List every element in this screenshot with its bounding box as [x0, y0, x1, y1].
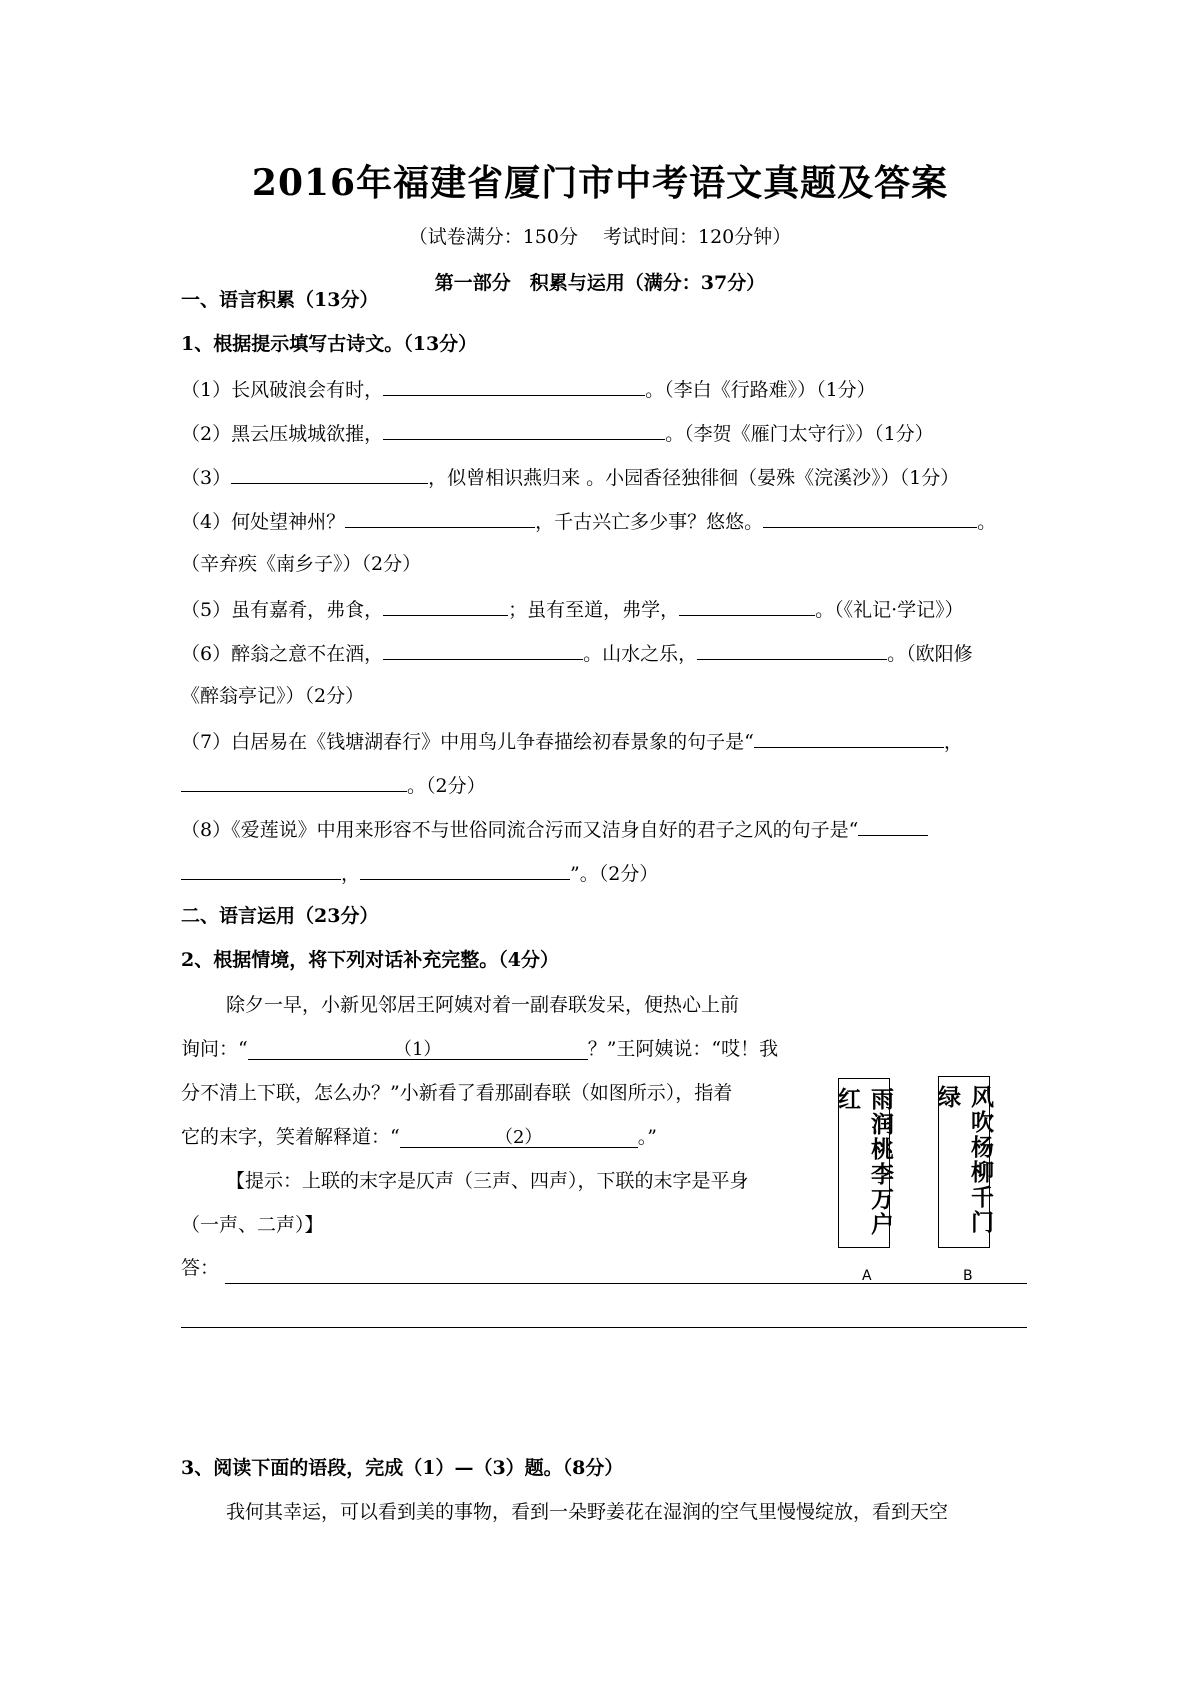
item-text: 。（欧阳修: [887, 643, 973, 665]
q1-item-7-cont: [181, 771, 486, 799]
q2-paragraph-3: 分不清上下联，怎么办？”小新看了看那副春联（如图所示），指着: [181, 1082, 733, 1104]
q1-item-8-cont: [181, 859, 658, 887]
q2-paragraph-4: [181, 1124, 657, 1150]
q1-item-3: [181, 463, 959, 491]
answer-blank[interactable]: [231, 463, 428, 484]
answer-line-2[interactable]: [181, 1327, 1027, 1328]
item-text: （7）白居易在《钱塘湖春行》中用鸟儿争春描绘初春景象的句子是“: [181, 731, 754, 753]
answer-blank[interactable]: [763, 507, 977, 528]
q1-item-4: [181, 507, 996, 535]
item-source: 。（李白《行路难》）（1分）: [645, 379, 876, 401]
answer-label: 答：: [181, 1257, 220, 1279]
item-text: ”。（2分）: [570, 863, 659, 885]
answer-blank[interactable]: [181, 859, 341, 880]
item-text: （8）《爱莲说》中用来形容不与世俗同流合污而又洁身自好的君子之风的句子是“: [181, 819, 859, 841]
couplet-a-text: 雨润桃李万户红: [834, 1087, 893, 1237]
item-text: 询问：“: [181, 1038, 248, 1060]
q1-item-6-source: 《醉翁亭记》）（2分）: [181, 685, 365, 707]
item-source: 。（李贺《雁门太守行》）（1分）: [665, 423, 934, 445]
answer-blank[interactable]: [679, 595, 815, 616]
q1-item-7: [181, 727, 963, 755]
answer-line-1[interactable]: [225, 1283, 1027, 1284]
couplet-b: [934, 1076, 993, 1248]
item-text: 它的末字，笑着解释道：“: [181, 1126, 400, 1148]
item-text: ，千古兴亡多少事？悠悠。: [535, 511, 764, 533]
answer-blank[interactable]: [383, 419, 665, 440]
couplet-b-text: 风吹杨柳千门绿: [934, 1085, 993, 1235]
q2-paragraph-2: [181, 1036, 778, 1062]
exam-info: （试卷满分：150分 考试时间：120分钟）: [408, 226, 792, 248]
item-text: ，: [341, 863, 361, 885]
dialogue-blank-2[interactable]: （2）: [400, 1125, 638, 1148]
item-text: （5）虽有嘉肴，弗食，: [181, 599, 384, 621]
q3-passage: 我何其幸运，可以看到美的事物，看到一朵野姜花在湿润的空气里慢慢绽放，看到天空: [226, 1501, 949, 1523]
q1-item-1: [181, 375, 876, 403]
item-text: （4）何处望神州？: [181, 511, 346, 533]
item-text: （2）黑云压城城欲摧，: [181, 423, 384, 445]
q3-heading: 3、阅读下面的语段，完成（1）—（3）题。（8分）: [181, 1457, 624, 1479]
section1-heading: 一、语言积累（13分）: [181, 289, 379, 311]
answer-blank[interactable]: [345, 507, 535, 528]
answer-blank[interactable]: [697, 639, 887, 660]
q2-paragraph-1: 除夕一早，小新见邻居王阿姨对着一副春联发呆，便热心上前: [226, 994, 740, 1016]
item-text: 。（2分）: [407, 775, 486, 797]
page-title: 2016年福建省厦门市中考语文真题及答案: [251, 162, 949, 204]
q2-hint-2: （一声、二声）】: [181, 1214, 324, 1236]
answer-blank[interactable]: [383, 375, 645, 396]
section2-heading: 二、语言运用（23分）: [181, 905, 379, 927]
item-text: ，: [943, 731, 963, 753]
item-text: ？”王阿姨说：“哎！我: [587, 1038, 779, 1060]
item-text: 。山水之乐，: [583, 643, 698, 665]
couplet-b-label: B: [963, 1268, 973, 1284]
item-text: （1）长风破浪会有时，: [181, 379, 384, 401]
answer-blank[interactable]: [181, 771, 407, 792]
q2-heading: 2、根据情境，将下列对话补充完整。（4分）: [181, 949, 559, 971]
part-title: 第一部分 积累与运用（满分：37分）: [434, 272, 766, 294]
item-text: 。”: [637, 1126, 657, 1148]
couplet-a-label: A: [862, 1268, 872, 1284]
couplet-a: [834, 1078, 893, 1248]
item-text: （6）醉翁之意不在酒，: [181, 643, 384, 665]
q2-hint-1: 【提示：上联的末字是仄声（三声、四声），下联的末字是平身: [226, 1170, 749, 1192]
q1-item-4-source: （辛弃疾《南乡子》）（2分）: [181, 553, 422, 575]
item-text: 。: [977, 511, 997, 533]
q1-heading: 1、根据提示填写古诗文。（13分）: [181, 333, 478, 355]
item-source: 。（《礼记·学记》）: [815, 599, 964, 621]
answer-blank[interactable]: [360, 859, 570, 880]
answer-blank[interactable]: [858, 815, 928, 836]
q1-item-8: [181, 815, 928, 843]
q1-item-2: [181, 419, 934, 447]
item-text: ；虽有至道，弗学，: [508, 599, 680, 621]
dialogue-blank-1[interactable]: （1）: [248, 1037, 588, 1060]
q1-item-6: [181, 639, 973, 667]
answer-blank[interactable]: [754, 727, 944, 748]
item-text: （3）: [181, 467, 232, 489]
q1-item-5: [181, 595, 964, 623]
answer-blank[interactable]: [383, 639, 583, 660]
item-source: ，似曾相识燕归来 。小园香径独徘徊（晏殊《浣溪沙》）（1分）: [428, 467, 960, 489]
answer-blank[interactable]: [383, 595, 508, 616]
